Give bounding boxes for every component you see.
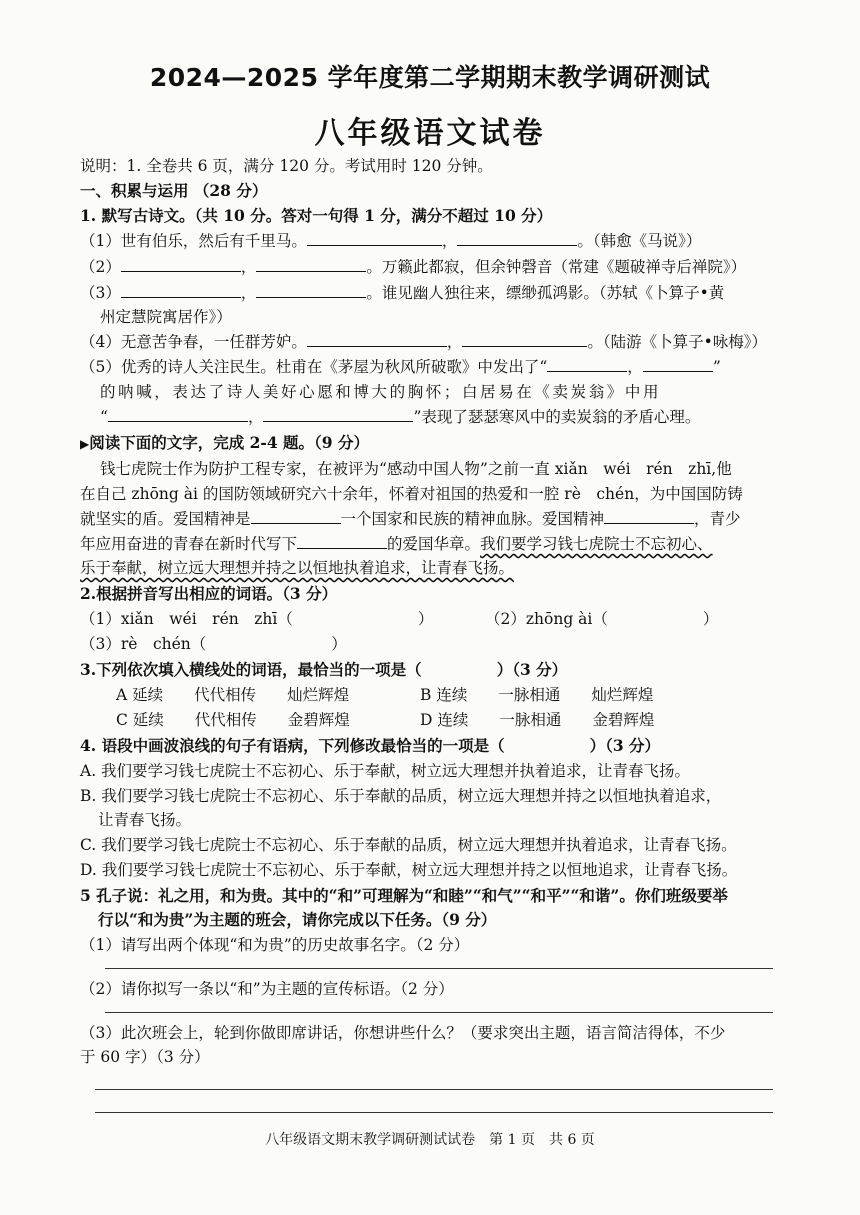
q2-3-close: ）	[331, 635, 347, 653]
q2-answer-3	[80, 633, 347, 655]
section-heading: 一、积累与运用 （28 分）	[80, 181, 268, 200]
wavy-sentence: 我们要学习钱七虎院士不忘初心、	[480, 535, 713, 553]
q1-5-quote-start: “	[100, 408, 108, 426]
q2-1-text: （1）xiǎn wéi rén zhī（	[80, 610, 293, 628]
q4-title-end: ）（3 分）	[589, 736, 661, 755]
page-footer: 八年级语文期末教学调研测试试卷 第 1 页 共 6 页	[265, 1132, 595, 1148]
q3-title	[80, 659, 567, 681]
q1-5-sep2: ，	[247, 408, 264, 426]
q1-line-1	[80, 230, 701, 252]
q1-4-text: （4）无意苦争春，一任群芳妒。	[80, 333, 307, 351]
q5-title: 5 孔子说：礼之用，和为贵。其中的“和”可理解为“和睦”“和气”“和平”“和谐”。你们班级要举	[80, 886, 728, 905]
q1-line-4	[80, 331, 767, 353]
reading-p3-b: 一个国家和民族的精神血脉。爱国精神	[340, 510, 605, 528]
reading-p4-b: 的爱国华章。	[387, 535, 481, 553]
reading-p4-a: 年应用奋进的青春在新时代写下	[80, 535, 298, 553]
q1-5-text: （5）优秀的诗人关注民生。杜甫在《茅屋为秋风所破歌》中发出了“	[80, 358, 548, 376]
q4-title	[80, 735, 660, 757]
reading-p2: 在自己 zhōng ài 的国防领域研究六十余年，怀着对祖国的热爱和一腔 rè chén，为中国国防铸	[80, 485, 743, 503]
q4-option-b-cont: 让青春飞扬。	[98, 811, 192, 829]
exam-title: 2024—2025 学年度第二学期期末教学调研测试	[149, 63, 711, 92]
q3-title-end: ）（3 分）	[496, 660, 568, 679]
q1-line-3-cont: 州定慧院寓居作》）	[100, 308, 232, 326]
q1-5-quote-end: ”	[712, 358, 721, 376]
q5-title-cont: 行以“和为贵”为主题的班会，请你完成以下任务。（9 分）	[98, 910, 497, 929]
blank	[604, 508, 694, 524]
blank	[121, 282, 241, 298]
q1-title: 1. 默写古诗文。（共 10 分。答对一句得 1 分，满分不超过 10 分）	[80, 206, 553, 225]
q5-task-1: （1）请写出两个体现“和为贵”的历史故事名字。（2 分）	[80, 936, 470, 954]
reading-p4	[80, 533, 713, 555]
q1-5-end: ”表现了瑟瑟寒风中的卖炭翁的矛盾心理。	[413, 408, 701, 426]
q1-1-source: 。（韩愈《马说》）	[577, 232, 702, 250]
q1-1-sep: ，	[441, 232, 458, 250]
reading-p3-c: ，青少	[694, 510, 741, 528]
answer-line[interactable]	[105, 968, 773, 969]
q1-line-5-cont: 的呐喊，表达了诗人美好心愿和博大的胸怀；白居易在《卖炭翁》中用	[100, 383, 662, 401]
q1-line-5	[80, 356, 721, 378]
q2-answer-2	[485, 608, 718, 630]
q1-line-3	[80, 282, 724, 304]
q1-2-num: （2）	[80, 258, 121, 276]
blank	[307, 230, 442, 246]
triangle-icon: ▶	[80, 437, 90, 451]
q1-4-source: 。（陆游《卜算子•咏梅》）	[587, 333, 768, 351]
q3-option-d: D 连续 一脉相通 金碧辉煌	[420, 711, 655, 729]
q1-line-5-cont2	[100, 406, 700, 428]
blank	[263, 406, 413, 422]
q2-3-text: （3）rè chén（	[80, 635, 207, 653]
exam-subtitle: 八年级语文试卷	[314, 116, 546, 151]
q1-1-text: （1）世有伯乐，然后有千里马。	[80, 232, 307, 250]
blank	[256, 282, 366, 298]
q2-1-close: ）	[417, 610, 434, 628]
blank	[462, 331, 587, 347]
blank	[121, 256, 241, 272]
q3-title-text: 3.下列依次填入横线处的词语，最恰当的一项是（	[80, 660, 422, 679]
blank	[108, 406, 248, 422]
q1-2-text: 。万籁此都寂，但余钟磬音（常建《题破禅寺后禅院》）	[366, 258, 747, 276]
q1-3-num: （3）	[80, 284, 121, 302]
blank	[251, 508, 341, 524]
q4-option-b: B. 我们要学习钱七虎院士不忘初心、乐于奉献的品质，树立远大理想并持之以恒地执着追求，	[80, 787, 722, 805]
q3-option-a: A 延续 代代相传 灿烂辉煌	[116, 686, 350, 704]
answer-line[interactable]	[95, 1112, 773, 1113]
blank	[547, 356, 627, 372]
q2-2-close: ）	[702, 610, 719, 628]
reading-p3-a: 就坚实的盾。爱国精神是	[80, 510, 251, 528]
q4-option-a: A. 我们要学习钱七虎院士不忘初心、乐于奉献，树立远大理想并执着追求，让青春飞扬。	[80, 762, 691, 780]
blank	[256, 256, 366, 272]
blank	[643, 356, 713, 372]
reading-p3	[80, 508, 741, 530]
q5-task-3-cont: 于 60 字）（3 分）	[80, 1048, 210, 1066]
answer-line[interactable]	[95, 1089, 773, 1090]
wavy-sentence-cont: 乐于奉献，树立远大理想并持之以恒地执着追求，让青春飞扬。	[80, 559, 515, 577]
exam-note: 说明：1. 全卷共 6 页，满分 120 分。考试用时 120 分钟。	[80, 157, 493, 175]
q3-option-b: B 连续 一脉相通 灿烂辉煌	[420, 686, 654, 704]
q1-line-2	[80, 256, 746, 278]
q2-2-text: （2）zhōng ài（	[485, 610, 608, 628]
q1-5-sep: ，	[627, 358, 643, 376]
q5-task-3: （3）此次班会上，轮到你做即席讲话，你想讲些什么？（要求突出主题，语言简洁得体，不少	[80, 1024, 726, 1042]
q2-answer-1	[80, 608, 433, 630]
answer-line[interactable]	[105, 1012, 773, 1013]
q5-task-2: （2）请你拟写一条以“和”为主题的宣传标语。（2 分）	[80, 980, 454, 998]
q4-title-text: 4. 语段中画波浪线的句子有语病，下列修改最恰当的一项是（	[80, 736, 505, 755]
q1-3-sep: ，	[240, 284, 257, 302]
q1-4-sep: ，	[446, 333, 463, 351]
q3-option-c: C 延续 代代相传 金碧辉煌	[116, 711, 350, 729]
q2-title: 2.根据拼音写出相应的词语。（3 分）	[80, 584, 338, 603]
q4-option-d: D. 我们要学习钱七虎院士不忘初心、乐于奉献，树立远大理想并持之以恒地追求，让青春飞扬。	[80, 861, 738, 879]
reading-title	[80, 432, 369, 455]
q1-2-sep: ，	[240, 258, 257, 276]
blank	[297, 533, 387, 549]
q4-option-c: C. 我们要学习钱七虎院士不忘初心、乐于奉献的品质，树立远大理想并执着追求，让青春飞扬。	[80, 836, 737, 854]
reading-p1: 钱七虎院士作为防护工程专家，在被评为“感动中国人物”之前一直 xiǎn wéi rén zhī,他	[100, 460, 732, 478]
blank	[457, 230, 577, 246]
blank	[307, 331, 447, 347]
reading-p5	[80, 557, 514, 579]
reading-title-text: 阅读下面的文字，完成 2-4 题。（9 分）	[89, 433, 369, 452]
q1-3-text: 。谁见幽人独往来，缥缈孤鸿影。（苏轼《卜算子•黄	[366, 284, 725, 302]
